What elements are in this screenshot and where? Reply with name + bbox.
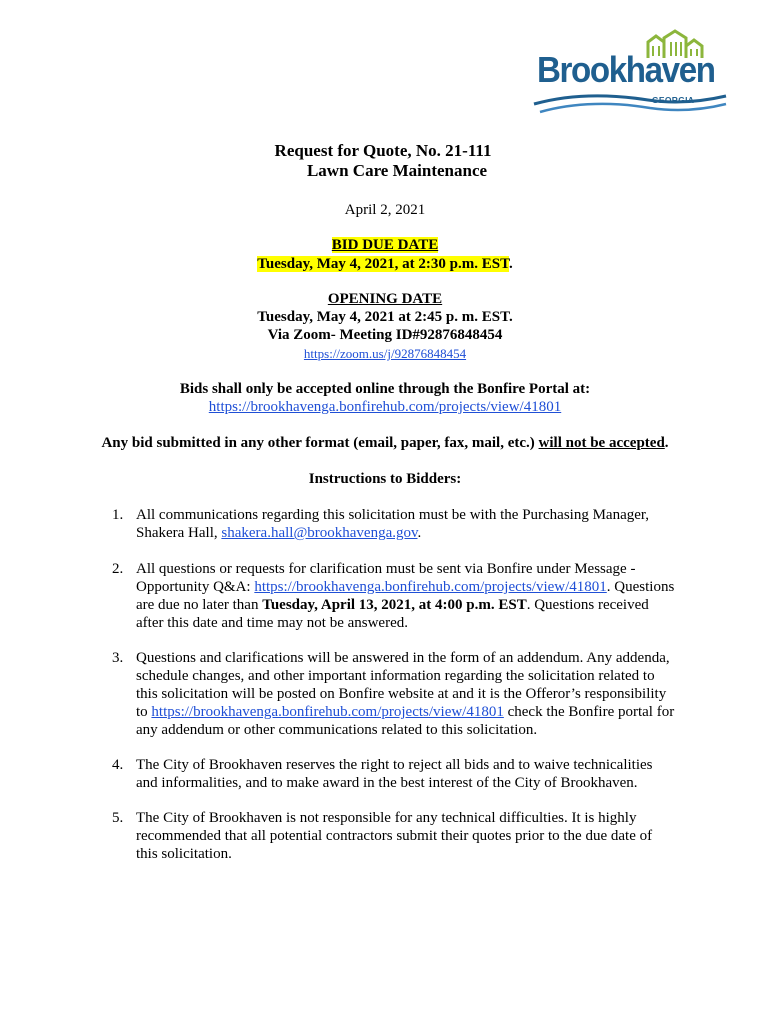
issue-date: April 2, 2021 bbox=[344, 202, 426, 218]
email-link[interactable]: shakera.hall@brookhavenga.gov bbox=[221, 525, 418, 541]
zoom-meeting-id: Via Zoom- Meeting ID#92876848454 bbox=[267, 327, 503, 343]
list-item: 3. Questions and clarifications will be answered in the form of an addendum. Any addenda, schedule changes, and other important information regarding the solicitation related to this solicitation will be posted on Bonfire website at and it is the Offeror’s responsibility to https://brookhavenga.bonfirehub.com/projects/view/41801 check the Bonfire portal for any addendum or other communications related to this solicitation. bbox=[112, 650, 675, 738]
instruction-list bbox=[112, 506, 690, 542]
instructions-heading: Instructions to Bidders: bbox=[308, 471, 462, 487]
rfq-title: Request for Quote, No. 21-111 bbox=[274, 141, 492, 160]
bid-due-label-text: BID DUE DATE bbox=[331, 237, 439, 253]
format-warning: Any bid submitted in any other format (email, paper, fax, mail, etc.) will not be accepted. bbox=[101, 435, 669, 451]
qa-link[interactable]: https://brookhavenga.bonfirehub.com/projects/view/41801 bbox=[254, 579, 607, 595]
addendum-link[interactable]: https://brookhavenga.bonfirehub.com/projects/view/41801 bbox=[151, 704, 504, 720]
list-item: 4. The City of Brookhaven reserves the right to reject all bids and to waive technicalities and informalities, and to make award in the best interest of the City of Brookhaven. bbox=[112, 757, 653, 791]
bonfire-portal-link[interactable]: https://brookhavenga.bonfirehub.com/projects/view/41801 bbox=[208, 399, 562, 415]
portal-text: Bids shall only be accepted online through the Bonfire Portal at: bbox=[179, 381, 591, 397]
not-accepted-emphasis: will not be accepted bbox=[538, 435, 665, 451]
list-item: 2. All questions or requests for clarification must be sent via Bonfire under Message - Opportunity Q&A: https://brookhavenga.bonfirehub.com/projects/view/41801. Questions are due no later than Tuesday, April 13, 2021, at 4:00 p.m. EST. Questions received after this date and time may not be answered. bbox=[112, 561, 675, 631]
instruction-list-2 bbox=[112, 560, 690, 632]
bid-due-label bbox=[0, 236, 770, 254]
opening-value: Tuesday, May 4, 2021 at 2:45 p. m. EST. bbox=[257, 309, 513, 325]
list-item: 5. The City of Brookhaven is not responsible for any technical difficulties. It is highly recommended that all potential contractors submit their quotes prior to the due date of this solicitation. bbox=[112, 810, 653, 862]
logo-wordmark: Brookhaven bbox=[537, 49, 715, 90]
bid-due-value-text: Tuesday, May 4, 2021, at 2:30 p.m. EST bbox=[257, 256, 509, 272]
instruction-list-3 bbox=[112, 649, 690, 739]
opening-label: OPENING DATE bbox=[327, 291, 443, 307]
bid-due-value: Tuesday, May 4, 2021, at 2:30 p.m. EST. bbox=[257, 256, 513, 272]
rfq-subtitle: Lawn Care Maintenance bbox=[306, 161, 488, 180]
instruction-list-4 bbox=[112, 756, 690, 792]
zoom-link[interactable]: https://zoom.us/j/92876848454 bbox=[303, 346, 467, 361]
list-item: 1. All communications regarding this solicitation must be with the Purchasing Manager, Shakera Hall, shakera.hall@brookhavenga.gov. bbox=[112, 507, 650, 541]
instruction-list-5 bbox=[112, 809, 690, 863]
logo-subtext: GEORGIA bbox=[652, 95, 695, 105]
